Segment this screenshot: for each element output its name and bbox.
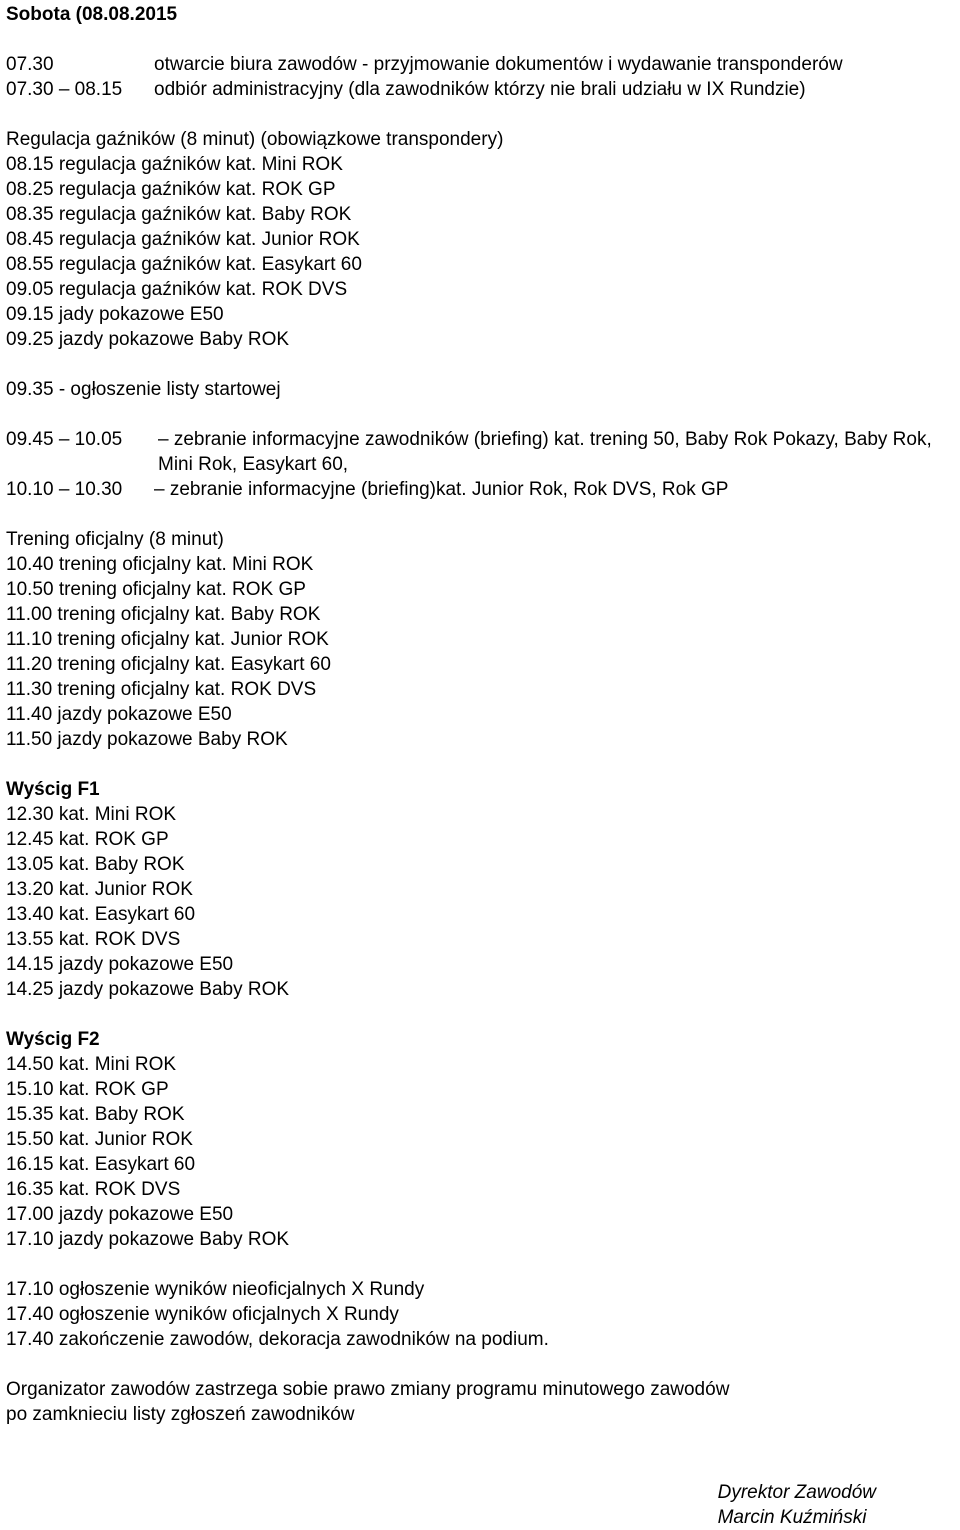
list-item: 11.50 jazdy pokazowe Baby ROK (6, 729, 288, 750)
list-item: 11.40 jazdy pokazowe E50 (6, 704, 232, 725)
row-desc: odbiór administracyjny (dla zawodników którzy nie brali udziału w IX Rundzie) (154, 79, 806, 100)
list-item: 17.10 jazdy pokazowe Baby ROK (6, 1229, 290, 1250)
list-item: 14.25 jazdy pokazowe Baby ROK (6, 979, 290, 1000)
row-desc: otwarcie biura zawodów - przyjmowanie dokumentów i wydawanie transponderów (154, 54, 843, 75)
list-item: 17.00 jazdy pokazowe E50 (6, 1204, 234, 1225)
row-time: 09.45 – 10.05 (6, 429, 123, 450)
list-item: 13.05 kat. Baby ROK (6, 854, 185, 875)
list-item: 17.40 zakończenie zawodów, dekoracja zawodników na podium. (6, 1329, 549, 1350)
list-item: 09.15 jady pokazowe E50 (6, 304, 224, 325)
list-item: 11.20 trening oficjalny kat. Easykart 60 (6, 654, 331, 675)
start-list-announcement: 09.35 - ogłoszenie listy startowej (6, 379, 281, 400)
schedule-row (6, 77, 956, 102)
row-desc: – zebranie informacyjne (briefing)kat. Junior Rok, Rok DVS, Rok GP (154, 479, 729, 500)
list-item: 11.00 trening oficjalny kat. Baby ROK (6, 604, 321, 625)
spacer (6, 102, 956, 127)
list-item: 10.50 trening oficjalny kat. ROK GP (6, 579, 306, 600)
row-time: 10.10 – 10.30 (6, 479, 123, 500)
signature-name: Marcin Kuźmiński (717, 1507, 867, 1528)
list-item: 16.15 kat. Easykart 60 (6, 1154, 196, 1175)
spacer (6, 1352, 956, 1377)
spacer (6, 402, 956, 427)
schedule-row (6, 52, 956, 77)
signature-block (718, 1480, 876, 1530)
list-item: 08.45 regulacja gaźników kat. Junior ROK (6, 229, 360, 250)
list-item: 15.10 kat. ROK GP (6, 1079, 169, 1100)
list-item: 09.05 regulacja gaźników kat. ROK DVS (6, 279, 348, 300)
notice-line: Organizator zawodów zastrzega sobie prawo zmiany programu minutowego zawodów (6, 1379, 730, 1400)
list-item: 08.55 regulacja gaźników kat. Easykart 60 (6, 254, 362, 275)
list-item: 08.35 regulacja gaźników kat. Baby ROK (6, 204, 352, 225)
carb-heading: Regulacja gaźników (8 minut) (obowiązkowe transpondery) (6, 129, 504, 150)
list-item: 14.15 jazdy pokazowe E50 (6, 954, 234, 975)
schedule-row (6, 427, 956, 477)
list-item: 15.50 kat. Junior ROK (6, 1129, 193, 1150)
race2-heading: Wyścig F2 (6, 1029, 100, 1050)
list-item: 17.40 ogłoszenie wyników oficjalnych X Rundy (6, 1304, 399, 1325)
spacer (6, 1252, 956, 1277)
list-item: 12.45 kat. ROK GP (6, 829, 169, 850)
list-item: 14.50 kat. Mini ROK (6, 1054, 177, 1075)
race1-heading: Wyścig F1 (6, 779, 100, 800)
list-item: 16.35 kat. ROK DVS (6, 1179, 181, 1200)
list-item: 13.55 kat. ROK DVS (6, 929, 181, 950)
spacer (6, 1002, 956, 1027)
list-item: 11.10 trening oficjalny kat. Junior ROK (6, 629, 329, 650)
spacer (6, 752, 956, 777)
list-item: 12.30 kat. Mini ROK (6, 804, 177, 825)
spacer (6, 502, 956, 527)
signature-role: Dyrektor Zawodów (717, 1482, 876, 1503)
list-item: 15.35 kat. Baby ROK (6, 1104, 185, 1125)
row-time: 07.30 – 08.15 (6, 79, 123, 100)
spacer (6, 352, 956, 377)
page-title: Sobota (08.08.2015 (6, 4, 178, 25)
row-desc: – zebranie informacyjne zawodników (briefing) kat. trening 50, Baby Rok Pokazy, Baby Rok, Mini Rok, Easykart 60, (158, 429, 932, 475)
schedule-document (6, 2, 956, 1427)
list-item: 08.15 regulacja gaźników kat. Mini ROK (6, 154, 343, 175)
list-item: 10.40 trening oficjalny kat. Mini ROK (6, 554, 314, 575)
list-item: 17.10 ogłoszenie wyników nieoficjalnych X Rundy (6, 1279, 425, 1300)
spacer (6, 27, 956, 52)
list-item: 09.25 jazdy pokazowe Baby ROK (6, 329, 290, 350)
row-time: 07.30 (6, 54, 54, 75)
list-item: 13.40 kat. Easykart 60 (6, 904, 196, 925)
schedule-row (6, 477, 956, 502)
training-heading: Trening oficjalny (8 minut) (6, 529, 224, 550)
list-item: 08.25 regulacja gaźników kat. ROK GP (6, 179, 336, 200)
notice-line: po zamknieciu listy zgłoszeń zawodników (6, 1404, 355, 1425)
list-item: 11.30 trening oficjalny kat. ROK DVS (6, 679, 317, 700)
list-item: 13.20 kat. Junior ROK (6, 879, 193, 900)
